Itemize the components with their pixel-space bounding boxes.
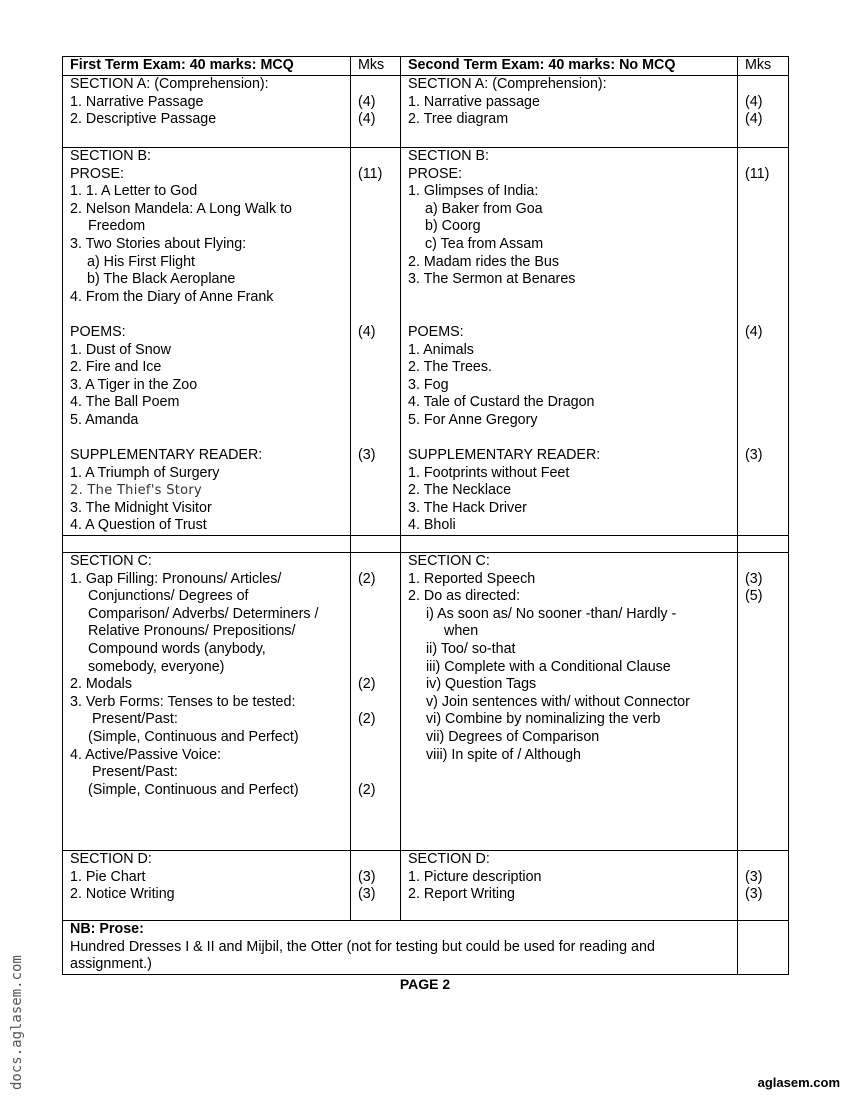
list-item: 2. Report Writing (408, 886, 516, 903)
list-item: 2. Tree diagram (408, 111, 509, 128)
section-title: SECTION A: (Comprehension): (70, 76, 269, 92)
list-item: 1. Narrative passage (408, 93, 540, 110)
list-item: 1. 1. A Letter to God (70, 183, 198, 200)
list-item: 1. Picture description (408, 868, 542, 885)
marks-value: (4) (358, 323, 376, 340)
marks-value: (2) (358, 676, 376, 693)
marks-value: (3) (745, 886, 763, 903)
list-item: 1. Gap Filling: Pronouns/ Articles/ (70, 570, 282, 587)
marks-value: (3) (745, 447, 763, 464)
poems-label: POEMS: (70, 323, 126, 340)
nb-text: Hundred Dresses I & II and Mijbil, the Otter (not for testing but could be used for reading and (70, 938, 655, 955)
list-item: iv) Question Tags (426, 676, 537, 693)
marks-value: (11) (358, 165, 383, 182)
list-item: a) His First Flight (87, 253, 196, 270)
section-c-left (63, 553, 351, 851)
list-item: 2. Modals (70, 676, 132, 693)
section-b-left-marks (351, 148, 401, 536)
list-item: 3. The Midnight Visitor (70, 499, 212, 516)
list-item: 3. The Sermon at Benares (408, 271, 576, 288)
list-item: (Simple, Continuous and Perfect) (88, 781, 299, 798)
section-title: SECTION C: (70, 553, 152, 570)
section-b-right-marks (738, 148, 789, 536)
marks-value: (3) (358, 886, 376, 903)
list-item: c) Tea from Assam (425, 235, 544, 252)
list-item: 1. Pie Chart (70, 868, 146, 885)
nb-text: assignment.) (70, 956, 152, 973)
marks-header-right: Mks (738, 57, 789, 76)
nb-marks (738, 921, 789, 975)
supplementary-label: SUPPLEMENTARY READER: (70, 447, 263, 464)
list-item: 2. Descriptive Passage (70, 111, 217, 128)
list-item: vii) Degrees of Comparison (426, 729, 600, 745)
supplementary-label: SUPPLEMENTARY READER: (408, 447, 601, 464)
page-number: PAGE 2 (399, 976, 451, 992)
marks-value: (2) (358, 781, 376, 798)
list-item: 1. Footprints without Feet (408, 464, 570, 481)
list-item: 1. Narrative Passage (70, 93, 204, 110)
nb-title: NB: Prose: (70, 921, 144, 938)
list-item: Present/Past: (92, 711, 178, 728)
section-d-right (401, 851, 738, 921)
second-term-header: Second Term Exam: 40 marks: No MCQ (401, 57, 738, 76)
list-item: ii) Too/ so-that (426, 641, 516, 658)
section-d-right-marks (738, 851, 789, 921)
marks-value: (2) (358, 711, 376, 728)
list-item: 5. Amanda (70, 411, 139, 428)
list-item: 2. Notice Writing (70, 886, 175, 903)
section-a-left (63, 76, 351, 148)
marks-value: (5) (745, 588, 763, 605)
list-item: b) The Black Aeroplane (87, 271, 236, 288)
spacer-row (63, 536, 789, 553)
section-title: SECTION D: (70, 851, 152, 868)
section-d-left (63, 851, 351, 921)
section-b-left (63, 148, 351, 536)
section-d-row (63, 851, 789, 921)
list-item: 1. Animals (408, 341, 474, 358)
marks-value: (4) (745, 323, 763, 340)
list-item: 1. A Triumph of Surgery (70, 464, 220, 481)
section-title: SECTION B: (408, 148, 490, 164)
marks-value: (2) (358, 570, 376, 587)
list-item: iii) Complete with a Conditional Clause (426, 658, 671, 675)
brand-footer: aglasem.com (757, 1075, 840, 1090)
list-item: viii) In spite of / Although (426, 746, 581, 763)
list-item: Conjunctions/ Degrees of (88, 588, 249, 605)
marks-value: (4) (745, 93, 763, 110)
list-item: i) As soon as/ No sooner -than/ Hardly - (426, 605, 677, 622)
section-b-row (63, 148, 789, 536)
list-item: vi) Combine by nominalizing the verb (426, 711, 661, 728)
list-item: when (444, 623, 479, 640)
list-item: v) Join sentences with/ without Connector (426, 693, 690, 710)
list-item: 2. Madam rides the Bus (408, 253, 559, 270)
marks-value: (4) (745, 111, 763, 128)
section-c-right-marks (738, 553, 789, 851)
section-title: SECTION A: (Comprehension): (408, 76, 607, 92)
list-item: 2. Do as directed: (408, 588, 521, 605)
list-item: 3. The Hack Driver (408, 499, 527, 516)
syllabus-table (62, 56, 789, 975)
list-item: 2. Nelson Mandela: A Long Walk to (70, 200, 292, 217)
list-item: 4. From the Diary of Anne Frank (70, 288, 274, 305)
marks-value: (3) (358, 868, 376, 885)
list-item: 4. A Question of Trust (70, 517, 207, 534)
list-item: 2. Fire and Ice (70, 359, 162, 376)
list-item: 4. Tale of Custard the Dragon (408, 394, 595, 411)
section-c-row (63, 553, 789, 851)
marks-value: (4) (358, 111, 376, 128)
list-item: 1. Dust of Snow (70, 341, 171, 358)
list-item: Freedom (88, 218, 146, 235)
marks-header-left: Mks (351, 57, 401, 76)
list-item: Present/Past: (92, 764, 178, 781)
list-item: 3. Verb Forms: Tenses to be tested: (70, 693, 296, 710)
nb-cell (63, 921, 738, 975)
list-item: a) Baker from Goa (425, 200, 543, 217)
section-a-left-marks (351, 76, 401, 148)
list-item: Compound words (anybody, (88, 641, 266, 658)
list-item: 2. The Necklace (408, 482, 512, 499)
section-a-right-marks (738, 76, 789, 148)
list-item: 4. The Ball Poem (70, 394, 180, 411)
header-row (63, 57, 789, 76)
list-item: Relative Pronouns/ Prepositions/ (88, 623, 296, 640)
list-item: b) Coorg (425, 218, 481, 235)
list-item: 3. A Tiger in the Zoo (70, 376, 198, 393)
section-a-right (401, 76, 738, 148)
poems-label: POEMS: (408, 323, 464, 340)
list-item: Comparison/ Adverbs/ Determiners / (88, 605, 319, 622)
section-b-right (401, 148, 738, 536)
marks-value: (3) (745, 868, 763, 885)
section-a-row (63, 76, 789, 148)
list-item: 5. For Anne Gregory (408, 411, 538, 428)
list-item: 4. Active/Passive Voice: (70, 746, 221, 763)
list-item: 4. Bholi (408, 517, 456, 534)
list-item: 3. Fog (408, 376, 449, 393)
list-item: 2. The Trees. (408, 359, 492, 376)
marks-value: (4) (358, 93, 376, 110)
marks-value: (11) (745, 165, 770, 182)
list-item: 3. Two Stories about Flying: (70, 235, 247, 252)
section-d-left-marks (351, 851, 401, 921)
section-c-right (401, 553, 738, 851)
marks-value: (3) (358, 447, 376, 464)
prose-label: PROSE: (70, 165, 125, 182)
section-title: SECTION B: (70, 148, 152, 164)
prose-label: PROSE: (408, 165, 463, 182)
list-item: 2. The Thief's Story (70, 483, 203, 499)
marks-value: (3) (745, 570, 763, 587)
list-item: 1. Glimpses of India: (408, 183, 539, 200)
list-item: somebody, everyone) (88, 658, 225, 675)
first-term-header: First Term Exam: 40 marks: MCQ (63, 57, 351, 76)
section-title: SECTION C: (408, 553, 490, 570)
section-title: SECTION D: (408, 851, 490, 868)
side-watermark: docs.aglasem.com (9, 955, 25, 1090)
list-item: 1. Reported Speech (408, 570, 536, 587)
nb-row (63, 921, 789, 975)
list-item: (Simple, Continuous and Perfect) (88, 729, 299, 745)
section-c-left-marks (351, 553, 401, 851)
